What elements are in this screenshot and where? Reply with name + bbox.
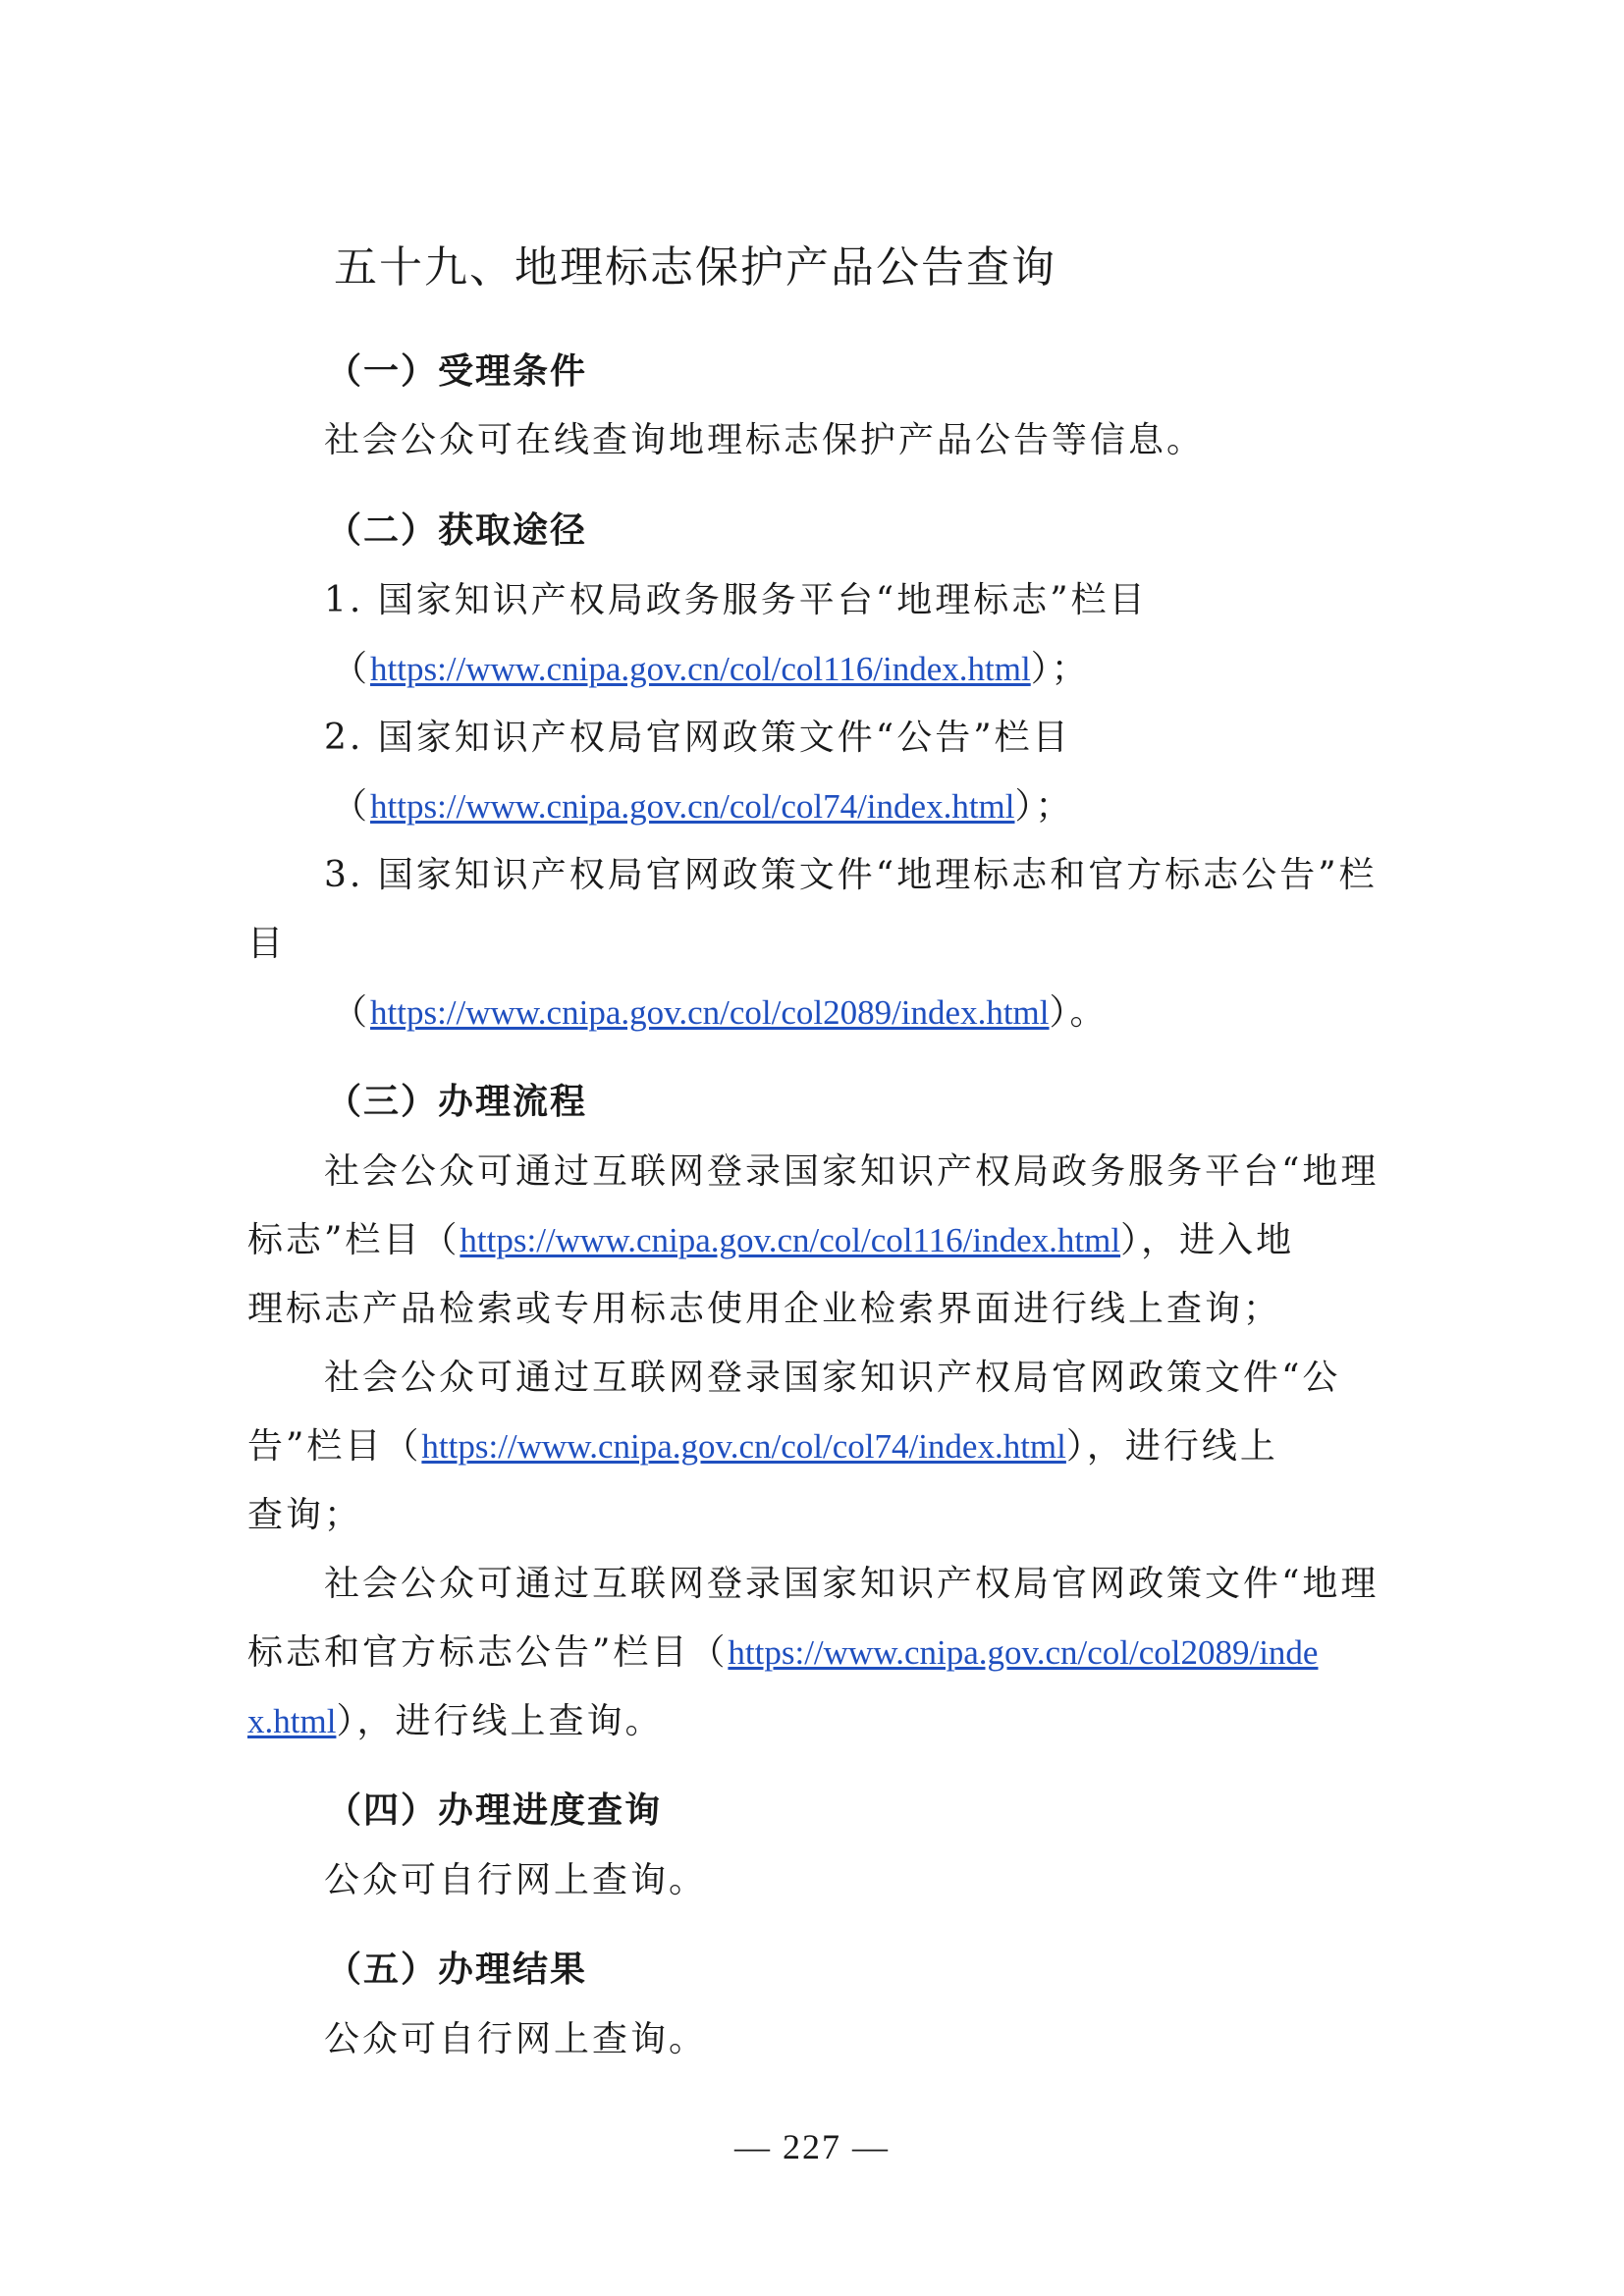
access-item-1: 1. 国家知识产权局政务服务平台“地理标志”栏目	[324, 580, 1148, 620]
text-fragment: 告”栏目（	[247, 1426, 422, 1467]
section-heading-acceptance: （一）受理条件	[326, 351, 588, 392]
access-item-2: 2. 国家知识产权局官网政策文件“公告”栏目	[324, 718, 1071, 758]
text-fragment: 标志和官方标志公告”栏目（	[247, 1632, 729, 1673]
access-item-2-link-line	[332, 778, 1074, 828]
process-p3-line3	[247, 1693, 663, 1743]
process-p1-line3: 理标志产品检索或专用标志使用企业检索界面进行线上查询；	[247, 1289, 1282, 1329]
text-fragment: ），进行线上	[1065, 1426, 1278, 1467]
paren-open: （	[332, 649, 371, 689]
process-p2-line1: 社会公众可通过互联网登录国家知识产权局官网政策文件“公	[324, 1358, 1341, 1398]
link-col116[interactable]: https://www.cnipa.gov.cn/col/col116/index.html	[460, 1221, 1121, 1259]
paren-close: ）；	[1014, 786, 1074, 827]
section-heading-process: （三）办理流程	[326, 1082, 588, 1122]
paren-close: ）；	[1030, 649, 1090, 689]
text-fragment: ），进入地	[1120, 1220, 1295, 1260]
text-fragment: ），进行线上查询。	[336, 1701, 664, 1741]
process-p1-line2	[247, 1212, 1294, 1262]
process-p1-line1: 社会公众可通过互联网登录国家知识产权局政务服务平台“地理	[324, 1151, 1380, 1192]
acceptance-text: 社会公众可在线查询地理标志保护产品公告等信息。	[324, 420, 1206, 460]
process-p3-line1: 社会公众可通过互联网登录国家知识产权局官网政策文件“地理	[324, 1564, 1380, 1604]
text-fragment: 标志”栏目（	[247, 1220, 460, 1260]
link-col116[interactable]: https://www.cnipa.gov.cn/col/col116/index.html	[370, 650, 1031, 688]
link-col2089[interactable]: https://www.cnipa.gov.cn/col/col2089/index.html	[370, 993, 1050, 1032]
process-p2-line3: 查询；	[247, 1495, 363, 1535]
link-col74[interactable]: https://www.cnipa.gov.cn/col/col74/index.html	[421, 1427, 1066, 1466]
process-p3-line2	[247, 1625, 1318, 1675]
page-number: — 227 —	[734, 2127, 890, 2166]
access-item-3-cont: 目	[247, 924, 287, 964]
section-heading-access: （二）获取途径	[326, 510, 588, 551]
paren-open: （	[332, 786, 371, 827]
section-heading-result: （五）办理结果	[326, 1949, 588, 1990]
access-item-1-link-line	[332, 641, 1090, 691]
paren-close: ）。	[1049, 992, 1109, 1033]
access-item-3-link-line	[332, 985, 1109, 1035]
result-text: 公众可自行网上查询。	[324, 2019, 708, 2059]
link-col74[interactable]: https://www.cnipa.gov.cn/col/col74/index.html	[370, 787, 1015, 826]
progress-text: 公众可自行网上查询。	[324, 1860, 708, 1900]
link-col2089-cont[interactable]: x.html	[247, 1702, 337, 1740]
paren-open: （	[332, 992, 371, 1033]
page-title: 五十九、地理标志保护产品公告查询	[334, 242, 1056, 293]
link-col2089[interactable]: https://www.cnipa.gov.cn/col/col2089/inde	[728, 1633, 1319, 1672]
process-p2-line2	[247, 1418, 1278, 1468]
access-item-3: 3. 国家知识产权局官网政策文件“地理标志和官方标志公告”栏	[324, 855, 1378, 895]
section-heading-progress: （四）办理进度查询	[326, 1790, 663, 1831]
